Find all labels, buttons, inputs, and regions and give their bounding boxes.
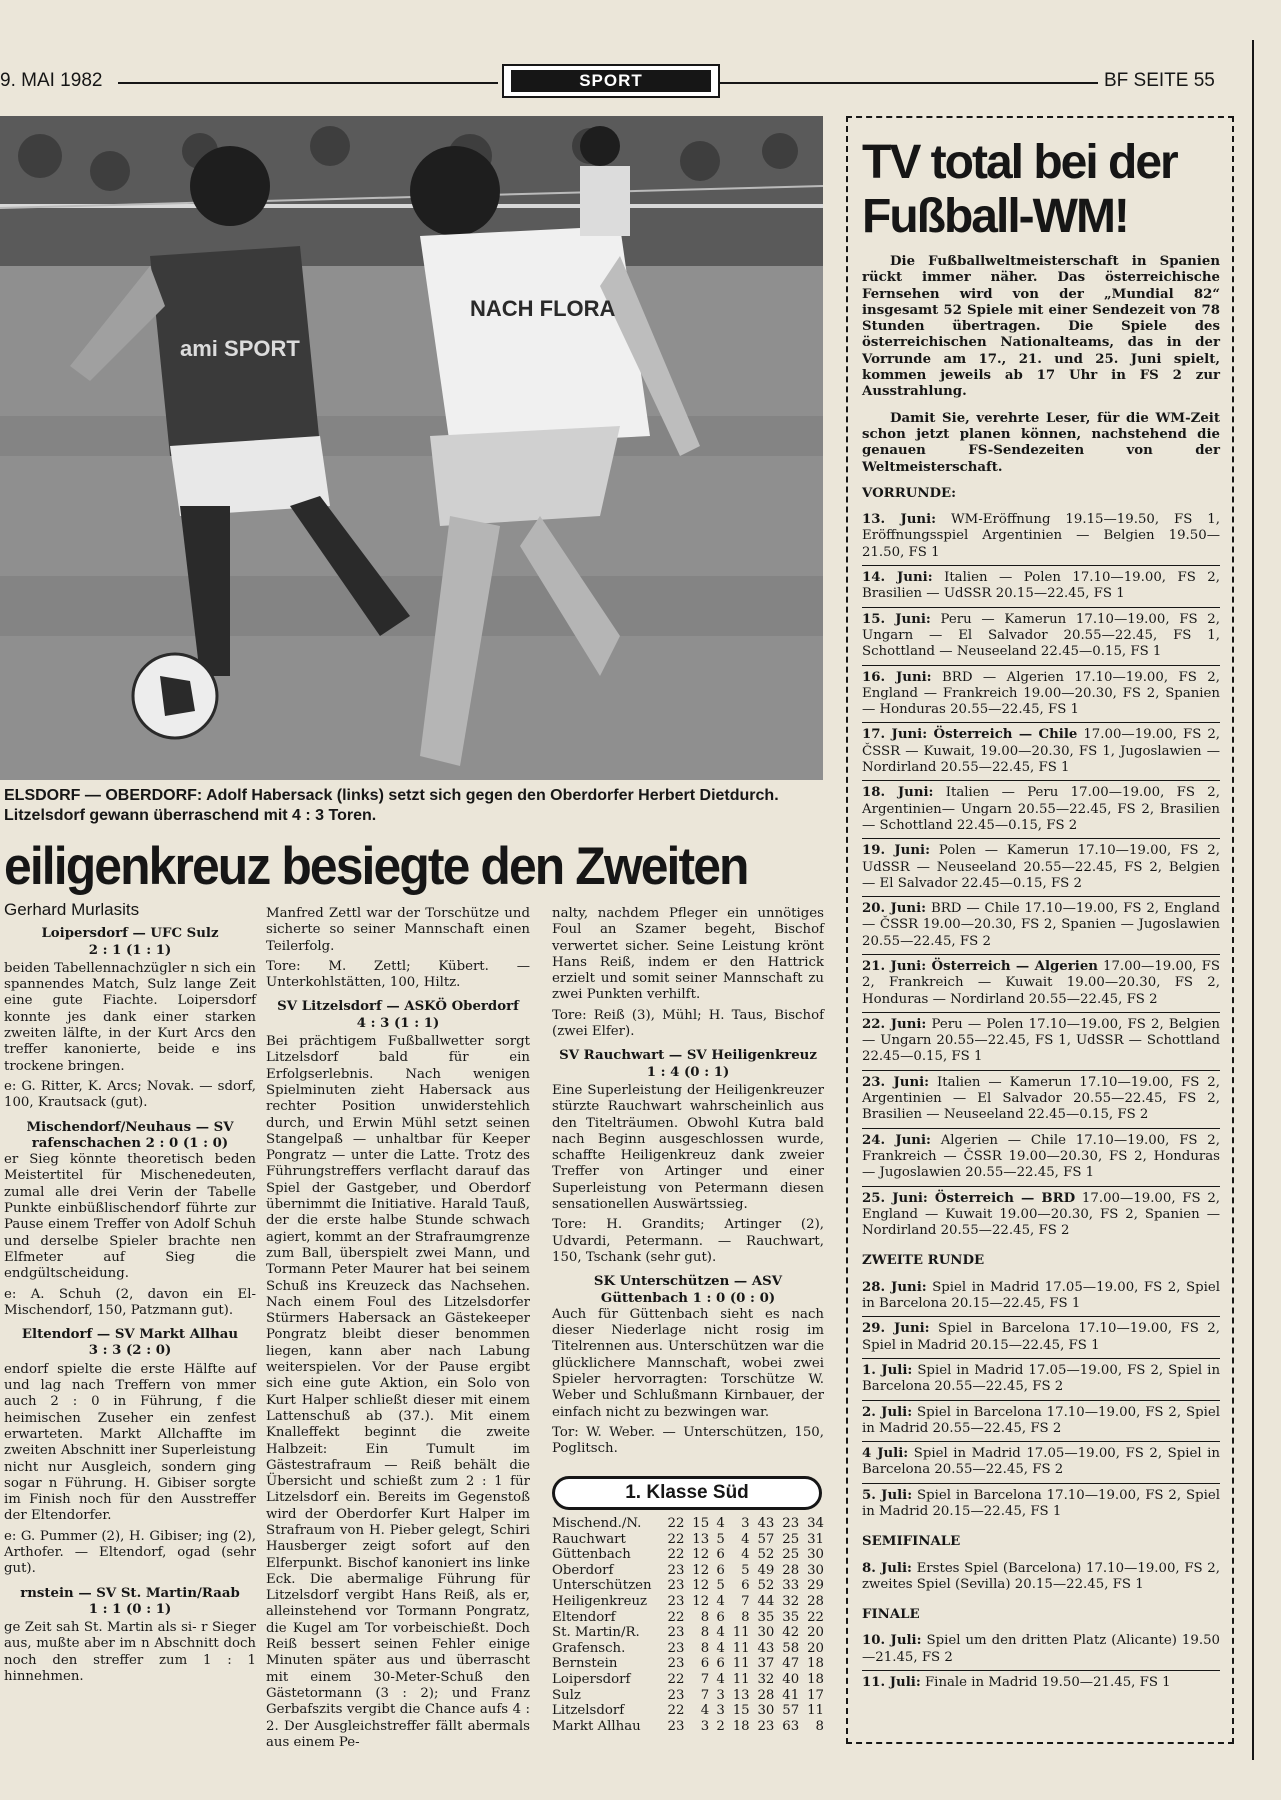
standings-table [552, 1516, 824, 1734]
paragraph: endorf spielte die erste Hälfte auf und lag nach Treffern von mmer auch 2 : 0 in Führung, f die heimischen Zuseher ein zenfest erwarteten. Markt Allchaffte im zweiten Abschnitt iner Superleistung nicht nur Ausgleich, sondern ging sogar n Führung. H. Gibiser sorgte im Finish noch für den Ausstreffer der Eltendorfer. [4, 1361, 256, 1524]
table-cell: 30 [807, 1547, 824, 1563]
tv-section-title: SEMIFINALE [862, 1534, 961, 1550]
tv-entry-date: 24. Juni: [862, 1132, 931, 1148]
team-name: Rauchwart [552, 1531, 626, 1547]
match-score: 3 : 3 (2 : 0) [88, 1343, 172, 1359]
table-cell: 40 [782, 1671, 800, 1687]
tv-title: TV total bei der Fußball-WM! [862, 136, 1177, 243]
table-cell: 4 [716, 1593, 725, 1609]
tv-box-inner [848, 118, 1232, 1695]
table-cell: 58 [782, 1640, 800, 1656]
tv-entry-text: Spiel in Madrid 17.05—19.00, FS 2, Spiel in Barcelona 20.55—22.45, FS 2 [862, 1362, 1221, 1395]
table-cell: 4 [741, 1547, 750, 1563]
team-name: Heiligenkreuz [552, 1593, 648, 1609]
tv-schedule-entry [862, 566, 1220, 608]
tv-entry-text: BRD — Chile 17.10—19.00, FS 2, England — ČSSR 19.00—20.30, FS 2, Spanien — Jugoslawien 20.55—22.45, FS 2 [862, 901, 1221, 949]
tv-entry-text: Italien — Polen 17.10—19.00, FS 2, Brasilien — UdSSR 20.15—22.45, FS 1 [862, 570, 1220, 602]
table-cell: 17 [807, 1687, 824, 1703]
match-heading: Eltendorf — SV Markt Allhau [21, 1327, 239, 1343]
table-row [552, 1594, 824, 1610]
table-cell: 23 [667, 1656, 685, 1672]
tv-schedule [862, 486, 1220, 1696]
tv-entry-date: 29. Juni: [862, 1321, 930, 1337]
table-cell: 41 [782, 1687, 800, 1703]
table-row [552, 1625, 824, 1641]
tv-entry-date: 17. Juni: Österreich — Chile [862, 727, 1078, 743]
article-column-3 [552, 906, 824, 1462]
tv-entry-date: 10. Juli: [862, 1633, 922, 1649]
column-1-body [4, 926, 256, 1685]
team-name: Loipersdorf [552, 1671, 631, 1687]
table-cell: 35 [757, 1609, 775, 1625]
table-cell: 3 [741, 1516, 750, 1531]
table-cell: 20 [807, 1640, 824, 1656]
header-rule-right [720, 82, 1098, 84]
team-name: Unterschützen [552, 1578, 652, 1594]
tv-entry-text: WM-Eröffnung 19.15—19.50, FS 1, Eröffnungsspiel Argentinien — Belgien 19.50—21.50, FS 1 [862, 512, 1220, 560]
table-cell: 34 [807, 1516, 824, 1531]
paragraph: Tore: H. Grandits; Artinger (2), Udvardi, Petermann. — Rauchwart, 150, Tschank (sehr gut). [552, 1217, 824, 1265]
tv-entry-text: Spiel in Madrid 17.05—19.00, FS 2, Spiel in Barcelona 20.15—22.45, FS 1 [862, 1279, 1220, 1312]
table-cell: 44 [757, 1593, 775, 1609]
table-cell: 13 [692, 1531, 710, 1547]
paragraph: e: A. Schuh (2, davon ein El- Mischendorf, 150, Patzmann gut). [4, 1286, 256, 1318]
tv-schedule-entry [862, 666, 1220, 724]
table-cell: 28 [807, 1593, 824, 1609]
table-cell: 57 [757, 1531, 775, 1547]
table-cell: 6 [716, 1609, 725, 1625]
tv-entry-text: Spiel um den dritten Platz (Alicante) 19.50—21.45, FS 2 [862, 1633, 1220, 1665]
table-cell: 35 [782, 1609, 800, 1625]
table-cell: 6 [716, 1656, 725, 1672]
table-row [552, 1672, 824, 1688]
standings-title-box [552, 1476, 822, 1510]
table-cell: 32 [782, 1593, 800, 1609]
team-name: Markt Allhau [552, 1718, 641, 1734]
table-cell: 18 [807, 1671, 824, 1687]
tv-intro-2: Damit Sie, verehrte Leser, für die WM-Zeit schon jetzt planen können, nachstehend die genauen FS-Sendezeiten von der Weltmeisterschaft. [862, 410, 1220, 475]
tv-entry-date: 16. Juni: [862, 669, 932, 685]
article-headline: eiligenkreuz besiegte den Zweiten [4, 837, 748, 896]
table-cell: 15 [732, 1703, 750, 1719]
table-cell: 11 [807, 1703, 824, 1719]
tv-section-title: ZWEITE RUNDE [862, 1253, 985, 1269]
tv-entry-date: 14. Juni: [862, 570, 933, 586]
table-row [552, 1563, 824, 1579]
table-cell: 3 [700, 1718, 710, 1734]
tv-schedule-entry [862, 955, 1220, 1013]
table-cell: 11 [732, 1671, 750, 1687]
match-score: 2 : 1 (1 : 1) [88, 942, 172, 958]
table-cell: 49 [757, 1562, 775, 1578]
table-cell: 52 [757, 1547, 775, 1563]
team-name: Mischend./N. [552, 1516, 642, 1531]
tv-entry-date: 18. Juni: [862, 785, 934, 801]
table-cell: 47 [782, 1656, 800, 1672]
tv-entry-text: Spiel in Barcelona 17.10—19.00, FS 2, Spiel in Madrid 20.55—22.45, FS 2 [862, 1404, 1220, 1436]
table-row [552, 1547, 824, 1563]
table-cell: 63 [782, 1718, 800, 1734]
table-cell: 8 [700, 1640, 710, 1656]
table-cell: 23 [667, 1718, 685, 1734]
match-heading: SV Litzelsdorf — ASKÖ Oberdorf [277, 999, 519, 1015]
table-cell: 12 [692, 1578, 710, 1594]
table-row [552, 1719, 824, 1735]
table-cell: 30 [757, 1703, 775, 1719]
table-cell: 22 [667, 1671, 685, 1687]
team-name: Oberdorf [552, 1562, 614, 1578]
tv-schedule-entry [862, 1013, 1220, 1071]
paragraph: ge Zeit sah St. Martin als si- r Sieger aus, mußte aber im n Abschnitt doch noch den streffer zum 1 : 1 hinnehmen. [4, 1620, 256, 1685]
table-cell: 5 [716, 1531, 725, 1547]
tv-entry-text: Peru — Kamerun 17.10—19.00, FS 2, Ungarn — El Salvador 20.55—22.45, FS 1, Schottland — Neuseeland 22.45—0.15, FS 1 [862, 611, 1220, 660]
tv-entry-date: 4 Juli: [862, 1446, 909, 1462]
tv-entry-text: 17.00—19.00, FS 2, Frankreich — Kuwait 19.00—20.30, FS 2, Honduras — Nordirland 20.55—22.45, FS 2 [862, 958, 1220, 1007]
tv-schedule-entry [862, 1557, 1220, 1598]
tv-entry-text: Italien — Kamerun 17.10—19.00, FS 2, Argentinien — El Salvador 20.55—22.45, FS 2, Brasilien — Neuseeland 22.45—0.15, FS 2 [862, 1074, 1220, 1123]
table-row [552, 1578, 824, 1594]
match-heading: SK Unterschützen — ASV Güttenbach 1 : 0 (0 : 0) [593, 1274, 783, 1306]
section-label: SPORT [511, 70, 711, 92]
table-cell: 3 [716, 1687, 725, 1703]
table-cell: 32 [757, 1671, 775, 1687]
table-cell: 7 [700, 1687, 710, 1703]
article-column-2 [266, 906, 530, 1755]
table-cell: 37 [757, 1656, 775, 1672]
team-name: Sulz [552, 1687, 581, 1703]
tv-entry-date: 19. Juni: [862, 843, 930, 859]
tv-schedule-entry [862, 1629, 1220, 1671]
photo-caption: ELSDORF — OBERDORF: Adolf Habersack (links) setzt sich gegen den Oberdorfer Herbert Dietdurch. Litzelsdorf gewann überraschend mit 4 : 3 Toren. [4, 787, 779, 824]
match-score: 4 : 3 (1 : 1) [356, 1015, 440, 1031]
tv-entry-text: Algerien — Chile 17.10—19.00, FS 2, Frankreich — ČSSR 19.00—20.30, FS 2, Honduras — Jugoslawien 20.55—22.45, FS 1 [862, 1132, 1220, 1181]
table-cell: 23 [667, 1687, 685, 1703]
paragraph: e: G. Ritter, K. Arcs; Novak. — sdorf, 100, Krautsack (gut). [4, 1078, 256, 1111]
table-cell: 23 [757, 1718, 775, 1734]
tv-entry-date: 5. Juli: [862, 1487, 913, 1503]
byline: Gerhard Murlasits [4, 900, 140, 919]
tv-entry-date: 1. Juli: [862, 1362, 913, 1378]
table-cell: 5 [716, 1578, 725, 1594]
table-cell: 22 [667, 1703, 685, 1719]
tv-schedule-entry [862, 1401, 1220, 1443]
table-row [552, 1688, 824, 1704]
table-cell: 18 [807, 1656, 824, 1672]
tv-entry-date: 2. Juli: [862, 1404, 913, 1420]
tv-schedule-entry [862, 1359, 1220, 1401]
table-cell: 12 [692, 1562, 710, 1578]
tv-entry-text: Finale in Madrid 19.50—21.45, FS 1 [920, 1675, 1171, 1691]
team-name: Eltendorf [552, 1609, 616, 1625]
paragraph: Auch für Güttenbach sieht es nach dieser Niederlage nicht rosig im Titelrennen aus. Unterschützen war die glücklichere Mannschaft, wobei zwei Spieler hervorragten: Torschütze W. Weber und Schlußmann Kirnbauer, der einfach nicht zu bezwingen war. [552, 1306, 824, 1420]
column-3-body [552, 906, 824, 1458]
table-cell: 22 [667, 1609, 685, 1625]
section-box [502, 64, 720, 98]
table-cell: 4 [716, 1640, 725, 1656]
paragraph: Manfred Zettl war der Torschütze und sicherte so seiner Mannschaft einen Teilerfolg. [266, 906, 530, 954]
tv-entry-date: 8. Juli: [862, 1560, 912, 1576]
tv-entry-text: Peru — Polen 17.10—19.00, FS 2, Belgien — Ungarn 20.55—22.45, FS 1, UdSSR — Schottland 22.45—0.15, FS 1 [862, 1016, 1220, 1065]
tv-entry-date: 22. Juni: [862, 1016, 927, 1032]
tv-entry-text: 17.00—19.00, FS 2, ČSSR — Kuwait, 19.00—20.30, FS 1, Jugoslawien — Nordirland 20.55—22.45, FS 1 [862, 727, 1221, 776]
tv-schedule-entry [862, 508, 1220, 566]
tv-schedule-entry [862, 781, 1220, 839]
table-cell: 12 [692, 1593, 710, 1609]
table-cell: 43 [757, 1640, 775, 1656]
tv-entry-date: 11. Juli: [862, 1675, 921, 1691]
table-cell: 8 [815, 1718, 824, 1734]
table-cell: 7 [700, 1671, 710, 1687]
table-cell: 22 [667, 1516, 685, 1531]
table-cell: 8 [700, 1625, 710, 1641]
table-cell: 22 [667, 1547, 685, 1563]
paragraph: nalty, nachdem Pfleger ein unnötiges Foul an Szamer begeht, Bischof verwertet sicher. Seine Leistung krönt Hans Reiß, indem er den Hattrick erzielt und somit seiner Mannschaft zu zwei Punkten verhilft. [552, 906, 824, 1003]
table-cell: 23 [667, 1593, 685, 1609]
paragraph: Tore: Reiß (3), Mühl; H. Taus, Bischof (zwei Elfer). [552, 1007, 824, 1040]
paragraph: Bei prächtigem Fußballwetter sorgt Litzelsdorf bald für ein Erfolgserlebnis. Nach wenigen Spielminuten zieht Habersack aus rechter Position unwiderstehlich durch, und Erwin Mühl setzt seinen Stangelpaß — unhaltbar für Keeper Pongratz — unter die Latte. Trotz des Führungstreffers verflacht darauf das Spiel der Gastgeber, und Oberdorf übernimmt die Initiative. Harald Tauß, der die erste halbe Stunde schwach agiert, kommt an der Strafraumgrenze zum Ball, überspielt zwei Mann, und Tormann Peter Maurer hat bei seinem Schuß ins Kreuzeck das Nachsehen. Nach einem Foul des Litzelsdorfer Stürmers Habersack an Gästekeeper Pongratz bleibt dieser benommen liegen, kann aber nach Labung weiterspielen. Vor der Pause ergibt sich eine gute Aktion, ein Solo von Kurt Halper schließt dieser mit einem Lattenschuß ab (37.). Mit einem Knalleffekt beginnt die zweite Halbzeit: Ein Tumult im Gästestrafraum — Reiß behält die Übersicht und schießt zum 2 : 1 für Litzelsdorf ein. Bereits im Gegenstoß wird der Oberdorfer Kurt Halper im Strafraum von H. Pieber gelegt, Schiri Hausberger zeigt sofort auf den Elferpunkt. Bischof kanoniert ins linke Eck. Die abermalige Führung für Litzelsdorf vergibt Hans Reiß, als er, alleinstehend vor Tormann Pongratz, die Kugel am Tor vorbeischießt. Doch Reiß bessert seinen Fehler einige Minuten später aus und überrascht mit einem 30-Meter-Schuß den Gästetormann (3 : 2); und Franz Gerbafszits vergibt die Chance aufs 4 : 2. Der Ausgleichstreffer fällt abermals aus einem Pe- [266, 1034, 530, 1750]
table-cell: 23 [667, 1625, 685, 1641]
table-cell: 11 [732, 1640, 750, 1656]
table-cell: 8 [700, 1609, 710, 1625]
tv-schedule-entry [862, 1187, 1220, 1244]
match-photo [0, 116, 823, 780]
table-cell: 4 [716, 1516, 725, 1531]
table-cell: 52 [757, 1578, 775, 1594]
tv-section-title: FINALE [862, 1607, 920, 1623]
table-cell: 4 [716, 1671, 725, 1687]
table-cell: 4 [716, 1625, 725, 1641]
table-cell: 15 [692, 1516, 710, 1531]
table-cell: 22 [807, 1609, 824, 1625]
tv-content [862, 254, 1220, 1695]
tv-entry-date: 13. Juni: [862, 512, 937, 528]
tv-schedule-entry [862, 839, 1220, 897]
table-cell: 23 [782, 1516, 800, 1531]
shirt-text-right: NACH FLORA [470, 296, 616, 321]
table-cell: 57 [782, 1703, 800, 1719]
table-cell: 20 [807, 1625, 824, 1641]
table-cell: 11 [732, 1656, 750, 1672]
table-row [552, 1516, 824, 1532]
table-cell: 18 [732, 1718, 750, 1734]
match-score: 1 : 1 (0 : 1) [88, 1601, 172, 1617]
match-score: 1 : 4 (0 : 1) [646, 1064, 730, 1080]
table-cell: 28 [782, 1562, 800, 1578]
match-heading: rnstein — SV St. Martin/Raab [20, 1585, 240, 1601]
table-cell: 13 [732, 1687, 750, 1703]
team-name: Bernstein [552, 1656, 618, 1672]
tv-entry-date: 15. Juni: [862, 611, 931, 627]
table-row [552, 1656, 824, 1672]
tv-section-title: VORRUNDE: [862, 485, 957, 501]
table-cell: 6 [741, 1578, 750, 1594]
tv-box [846, 116, 1234, 1744]
tv-entry-date: 20. Juni: [862, 901, 927, 917]
table-row [552, 1641, 824, 1657]
table-cell: 8 [741, 1609, 750, 1625]
table-row [552, 1610, 824, 1626]
table-cell: 30 [757, 1625, 775, 1641]
team-name: Litzelsdorf [552, 1703, 625, 1719]
standings-title: 1. Klasse Süd [625, 1482, 749, 1503]
tv-schedule-entry [862, 1442, 1220, 1484]
standings-table-wrap [552, 1516, 824, 1734]
tv-schedule-entry [862, 1129, 1220, 1187]
shirt-text-left: ami SPORT [180, 336, 300, 361]
table-cell: 23 [667, 1562, 685, 1578]
table-cell: 4 [741, 1531, 750, 1547]
article-column-1 [4, 902, 256, 1689]
tv-entry-date: 28. Juni: [862, 1279, 927, 1295]
header-rule-left [118, 82, 498, 84]
tv-entry-date: 25. Juni: Österreich — BRD [862, 1190, 1076, 1206]
margin-rule [1252, 40, 1254, 1760]
tv-intro-1: Die Fußballweltmeisterschaft in Spanien rückt immer näher. Das österreichische Fernsehen wird von der „Mundial 82“ insgesamt 52 Spiele mit einer Sendezeit von 78 Stunden übertragen. Die Spiele des österreichischen Nationalteams, das in der Vorrunde am 17., 21. und 25. Juni spielt, kommen jeweils ab 17 Uhr in FS 2 zur Ausstrahlung. [862, 254, 1220, 400]
match-heading: Mischendorf/Neuhaus — SV rafenschachen 2 : 0 (1 : 0) [26, 1119, 234, 1151]
paragraph: Eine Superleistung der Heiligenkreuzer stürzte Rauchwart wahrscheinlich aus den Titelträumen. Obwohl Kutra bald nach Beginn ausgeschlossen wurde, schaffte Heiligenkreuz dank zweier Treffer von Artinger und einer Superleistung von Petermann diesen sensationellen Auswärtssieg. [552, 1082, 824, 1213]
tv-entry-text: BRD — Algerien 17.10—19.00, FS 2, England — Frankreich 19.00—20.30, FS 2, Spanien — Honduras 20.55—22.45, FS 1 [862, 669, 1220, 718]
table-cell: 11 [732, 1625, 750, 1641]
table-cell: 28 [757, 1687, 775, 1703]
table-row [552, 1532, 824, 1548]
table-cell: 4 [700, 1703, 710, 1719]
table-cell: 22 [667, 1531, 685, 1547]
column-2-body [266, 906, 530, 1751]
team-name: Grafensch. [552, 1640, 626, 1656]
tv-entry-text: 17.00—19.00, FS 2, England — Kuwait 19.00—20.30, FS 2, Spanien — Nordirland 20.55—22.45, FS 2 [862, 1190, 1221, 1239]
tv-schedule-entry [862, 1484, 1220, 1525]
tv-entry-text: Spiel in Barcelona 17.10—19.00, FS 2, Spiel in Madrid 20.15—22.45, FS 1 [862, 1487, 1220, 1519]
tv-entry-text: Polen — Kamerun 17.10—19.00, FS 2, UdSSR — Neuseeland 20.55—22.45, FS 2, Belgien — El Salvador 22.45—0.15, FS 2 [862, 843, 1220, 891]
tv-schedule-entry [862, 1071, 1220, 1129]
table-cell: 7 [741, 1593, 750, 1609]
table-cell: 3 [716, 1703, 725, 1719]
team-name: Güttenbach [552, 1547, 631, 1563]
table-cell: 25 [782, 1531, 800, 1547]
tv-entry-text: Erstes Spiel (Barcelona) 17.10—19.00, FS 2, zweites Spiel (Sevilla) 20.15—22.45, FS 1 [862, 1560, 1220, 1592]
tv-schedule-entry [862, 1671, 1220, 1695]
team-name: St. Martin/R. [552, 1625, 640, 1641]
paragraph: er Sieg könnte theoretisch beden Meistertitel für Mischenedeuten, zumal alle drei Verin der Tabelle Punkte einbüßlischendorf führte zur Pause einem Treffer von Adolf Schuh und derselbe Spieler brachte nen Elfmeter auf Sieg die endgültscheidung. [4, 1152, 256, 1282]
table-cell: 6 [716, 1547, 725, 1563]
table-cell: 42 [782, 1625, 800, 1641]
tv-entry-text: Italien — Peru 17.00—19.00, FS 2, Argentinien— Ungarn 20.55—22.45, FS 2, Brasilien — Schottland 22.45—0.15, FS 2 [862, 785, 1220, 833]
tv-schedule-entry [862, 1276, 1220, 1318]
table-row [552, 1703, 824, 1719]
table-cell: 6 [700, 1656, 710, 1672]
match-heading: Loipersdorf — UFC Sulz [41, 926, 219, 942]
paragraph: beiden Tabellennachzügler n sich ein spannendes Match, Sulz lange Zeit eine gute Fiachte. Loipersdorf konnte jes dank einer starken zweiten lälfte, in der Kurt Arcs den treffer kanonierte, beide e ins trockene bringen. [4, 960, 256, 1074]
tv-entry-date: 23. Juni: [862, 1074, 930, 1090]
table-cell: 2 [716, 1718, 725, 1734]
table-cell: 12 [692, 1547, 710, 1563]
match-heading: SV Rauchwart — SV Heiligenkreuz [559, 1048, 817, 1064]
table-cell: 33 [782, 1578, 800, 1594]
table-cell: 29 [807, 1578, 824, 1594]
table-cell: 5 [741, 1562, 750, 1578]
tv-schedule-entry [862, 608, 1220, 666]
paragraph: Tor: W. Weber. — Unterschützen, 150, Poglitsch. [552, 1424, 824, 1457]
paragraph: Tore: M. Zettl; Kübert. — Unterkohlstätten, 100, Hiltz. [266, 958, 530, 991]
table-cell: 23 [667, 1640, 685, 1656]
paragraph: e: G. Pummer (2), H. Gibiser; ing (2), Arthofer. — Eltendorf, ogad (sehr gut). [4, 1528, 256, 1577]
table-cell: 6 [716, 1562, 725, 1578]
tv-schedule-entry [862, 1317, 1220, 1359]
table-cell: 30 [807, 1562, 824, 1578]
tv-schedule-entry [862, 897, 1220, 955]
issue-date: 9. MAI 1982 [0, 70, 103, 91]
match-photo-drawing [0, 116, 823, 780]
table-cell: 25 [782, 1547, 800, 1563]
tv-entry-text: Spiel in Barcelona 17.10—19.00, FS 2, Spiel in Madrid 20.15—22.45, FS 1 [862, 1321, 1220, 1353]
tv-schedule-entry [862, 723, 1220, 781]
table-cell: 43 [757, 1516, 775, 1531]
page-number: BF SEITE 55 [1104, 70, 1215, 91]
table-cell: 23 [667, 1578, 685, 1594]
tv-entry-date: 21. Juni: Österreich — Algerien [862, 958, 1098, 974]
table-cell: 31 [807, 1531, 824, 1547]
tv-entry-text: Spiel in Madrid 17.05—19.00, FS 2, Spiel in Barcelona 20.55—22.45, FS 2 [862, 1446, 1220, 1478]
